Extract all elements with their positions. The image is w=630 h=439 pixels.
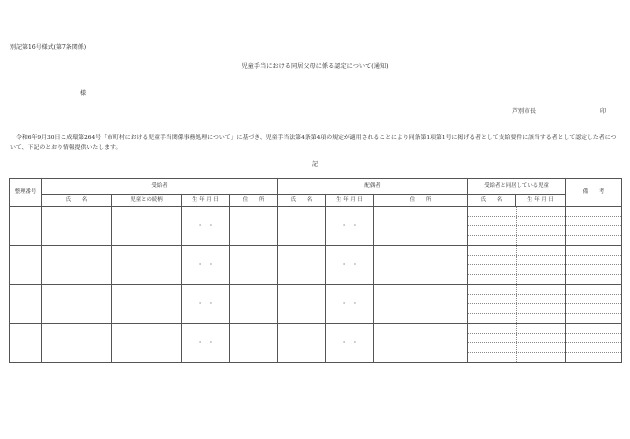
- child-cell[interactable]: [468, 285, 566, 324]
- subheader-spouse-name: 氏 名: [278, 195, 326, 207]
- spouse-address-cell[interactable]: [374, 246, 468, 285]
- spouse-name-cell[interactable]: [278, 324, 326, 363]
- header-spouse: 配偶者: [278, 179, 468, 195]
- serial-cell[interactable]: [10, 207, 42, 246]
- recipient-address-cell[interactable]: [230, 324, 278, 363]
- relation-cell[interactable]: [112, 246, 182, 285]
- spouse-address-cell[interactable]: [374, 285, 468, 324]
- subheader-spouse-address: 住 所: [374, 195, 468, 207]
- recipient-name-cell[interactable]: [42, 324, 112, 363]
- relation-cell[interactable]: [112, 207, 182, 246]
- remarks-cell[interactable]: [566, 285, 622, 324]
- table-row: [10, 285, 622, 324]
- recipient-address-cell[interactable]: [230, 246, 278, 285]
- info-table: [9, 178, 622, 363]
- seal-mark: 印: [600, 108, 607, 115]
- spouse-address-cell[interactable]: [374, 324, 468, 363]
- subheader-child-name: 氏 名: [468, 195, 516, 207]
- spouse-dob-cell[interactable]: ・ ・: [326, 207, 374, 246]
- recipient-address-cell[interactable]: [230, 285, 278, 324]
- table-row: [10, 207, 622, 246]
- spouse-name-cell[interactable]: [278, 207, 326, 246]
- subheader-relation: 児童との続柄: [112, 195, 182, 207]
- recipient-dob-cell[interactable]: ・ ・: [182, 246, 230, 285]
- spouse-dob-cell[interactable]: ・ ・: [326, 324, 374, 363]
- issuer-name: 芦別市長: [512, 108, 537, 115]
- subheader-spouse-dob: 生 年 月 日: [326, 195, 374, 207]
- header-recipient: 受給者: [42, 179, 278, 195]
- spouse-dob-cell[interactable]: ・ ・: [326, 285, 374, 324]
- recipient-dob-cell[interactable]: ・ ・: [182, 285, 230, 324]
- recipient-name-cell[interactable]: [42, 285, 112, 324]
- remarks-cell[interactable]: [566, 246, 622, 285]
- recipient-name-cell[interactable]: [42, 246, 112, 285]
- serial-cell[interactable]: [10, 246, 42, 285]
- subheader-recipient-dob: 生 年 月 日: [182, 195, 230, 207]
- document-title: 児童手当における同居父母に係る認定について(通知): [241, 63, 389, 70]
- child-cell[interactable]: [468, 207, 566, 246]
- table-row: [10, 246, 622, 285]
- spouse-name-cell[interactable]: [278, 246, 326, 285]
- remarks-cell[interactable]: [566, 207, 622, 246]
- header-remarks: 備 考: [566, 179, 622, 207]
- recipient-dob-cell[interactable]: ・ ・: [182, 207, 230, 246]
- header-child: 受給者と同居している児童: [468, 179, 566, 195]
- remarks-cell[interactable]: [566, 324, 622, 363]
- recipient-dob-cell[interactable]: ・ ・: [182, 324, 230, 363]
- subheader-recipient-name: 氏 名: [42, 195, 112, 207]
- child-cell[interactable]: [468, 246, 566, 285]
- recipient-name-cell[interactable]: [42, 207, 112, 246]
- subheader-child-dob: 生 年 月 日: [516, 195, 566, 207]
- spouse-dob-cell[interactable]: ・ ・: [326, 246, 374, 285]
- subheader-recipient-address: 住 所: [230, 195, 278, 207]
- note-heading: 記: [311, 161, 318, 168]
- spouse-name-cell[interactable]: [278, 285, 326, 324]
- form-number-label: 別記第16号様式(第7条関係): [10, 44, 87, 51]
- table-row: [10, 324, 622, 363]
- recipient-address-cell[interactable]: [230, 207, 278, 246]
- spouse-address-cell[interactable]: [374, 207, 468, 246]
- body-paragraph: 令和6年9月30日こ成環第264号「市町村における児童手当関係事務処理について」に基づき、児童手当法第4条第4項の規定が適用されることにより同条第1項第1号に掲げる者として支給要件に該当する者として認定した者について、下記のとおり情報提供いたします。: [10, 135, 617, 151]
- addressee-suffix: 様: [80, 90, 87, 97]
- serial-cell[interactable]: [10, 285, 42, 324]
- relation-cell[interactable]: [112, 324, 182, 363]
- child-cell[interactable]: [468, 324, 566, 363]
- relation-cell[interactable]: [112, 285, 182, 324]
- header-serial: 整理番号: [10, 179, 42, 207]
- serial-cell[interactable]: [10, 324, 42, 363]
